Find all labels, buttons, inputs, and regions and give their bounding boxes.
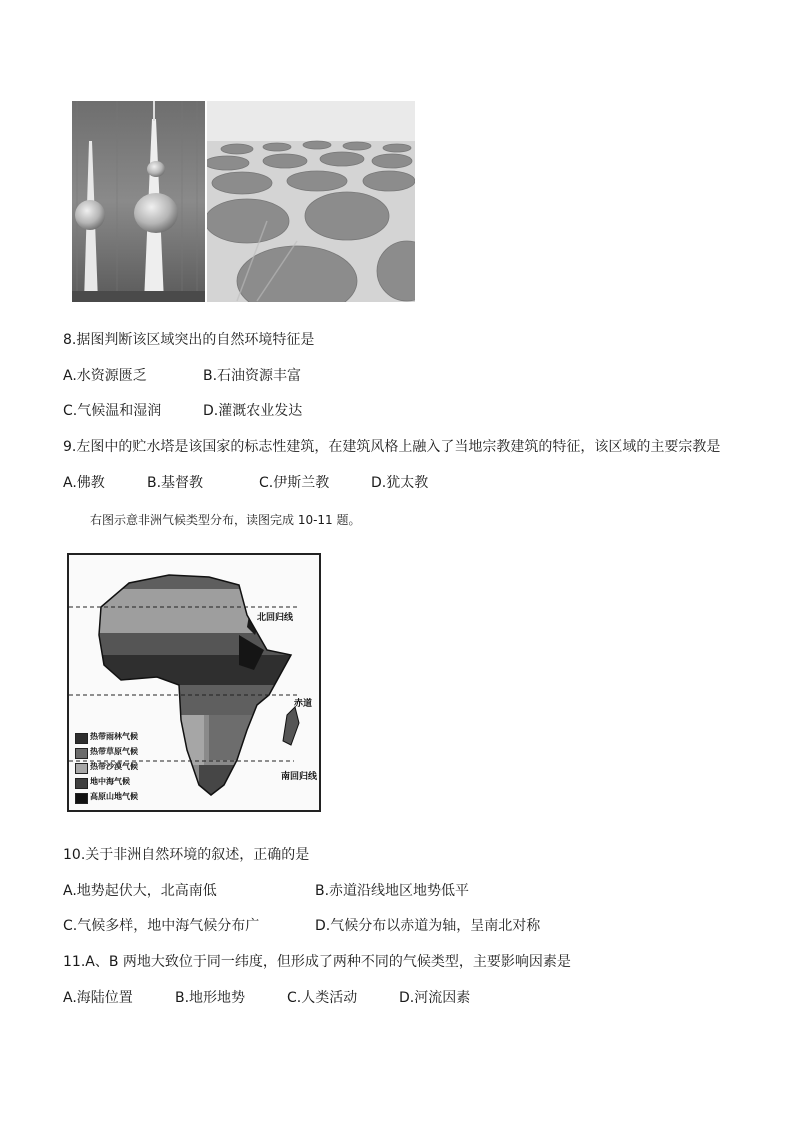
legend-label: 热带雨林气候	[90, 731, 138, 741]
legend-label: 热带沙漠气候	[90, 761, 138, 771]
legend-swatch	[75, 793, 88, 804]
question-8-stem: 8.据图判断该区域突出的自然环境特征是	[63, 332, 315, 348]
question-11-option-b: B.地形地势	[175, 990, 246, 1006]
question-10-option-c: C.气候多样，地中海气候分布广	[63, 918, 260, 934]
irrigation-fields-photo	[207, 101, 415, 302]
map-legend	[75, 733, 175, 812]
equator-label: 赤道	[294, 699, 313, 709]
legend-swatch	[75, 733, 88, 744]
tropic-of-capricorn-label: 南回归线	[281, 772, 318, 782]
question-9-stem: 9.左图中的贮水塔是该国家的标志性建筑，在建筑风格上融入了当地宗教建筑的特征，该区域的主要宗教是	[63, 439, 721, 455]
legend-swatch	[75, 763, 88, 774]
question-10-stem: 10.关于非洲自然环境的叙述，正确的是	[63, 847, 310, 863]
legend-swatch	[75, 778, 88, 789]
question-10-option-a: A.地势起伏大，北高南低	[63, 883, 217, 899]
legend-label: 热带草原气候	[90, 746, 138, 756]
question-11-stem: 11.A、B 两地大致位于同一纬度，但形成了两种不同的气候类型，主要影响因素是	[63, 954, 571, 970]
question-8-option-d: D.灌溉农业发达	[203, 403, 303, 419]
legend-swatch	[75, 748, 88, 759]
question-8-option-c: C.气候温和湿润	[63, 403, 162, 419]
question-10-option-d: D.气候分布以赤道为轴，呈南北对称	[315, 918, 541, 934]
question-8-option-b: B.石油资源丰富	[203, 368, 302, 384]
question-8-option-a: A.水资源匮乏	[63, 368, 147, 384]
tropic-of-cancer-label: 北回归线	[257, 613, 294, 623]
question-11-option-d: D.河流因素	[399, 990, 471, 1006]
question-9-option-d: D.犹太教	[371, 475, 429, 491]
legend-label: 高原山地气候	[90, 791, 138, 801]
question-11-option-a: A.海陆位置	[63, 990, 133, 1006]
water-towers-photo	[72, 101, 205, 302]
question-9-option-c: C.伊斯兰教	[259, 475, 330, 491]
legend-label: 地中海气候	[90, 776, 130, 786]
map-intro: 右图示意非洲气候类型分布，读图完成 10-11 题。	[90, 513, 361, 527]
question-10-option-b: B.赤道沿线地区地势低平	[315, 883, 470, 899]
question-9-option-a: A.佛教	[63, 475, 105, 491]
question-11-option-c: C.人类活动	[287, 990, 358, 1006]
africa-climate-map	[67, 553, 321, 812]
question-9-option-b: B.基督教	[147, 475, 204, 491]
